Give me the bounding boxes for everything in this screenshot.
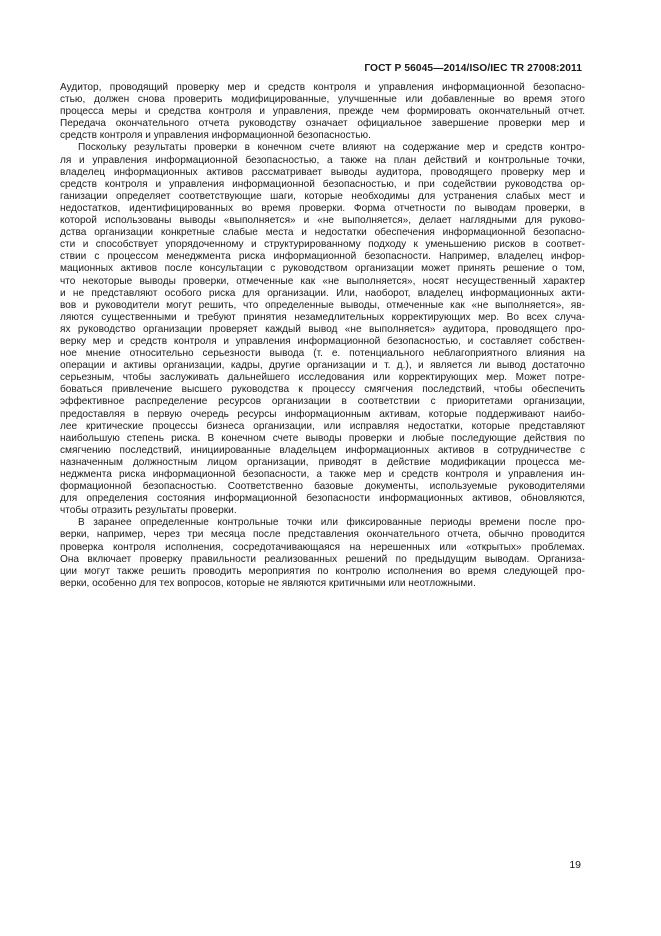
text-line: средств контроля и управления информационной безопасностью, и при содействии руководства ор- — [60, 178, 585, 190]
text-line: верки, например, через три месяца после представления окончательного отчета, обычно проводится — [60, 529, 585, 541]
text-line: ях руководство организации проверяет каждый вывод «не выполняется» аудитора, проводящего про- — [60, 323, 585, 335]
paragraph — [60, 142, 585, 517]
text-line: ля и управления информационной безопасностью, а также на план действий и контрольные точки, — [60, 154, 585, 166]
text-line: недостатков, идентифицированных во время проверки. Форма отчетности по выводам проверки, в — [60, 202, 585, 214]
text-line: и не представляют особого риска для организации. Или, наоборот, владелец информационных акти- — [60, 287, 585, 299]
text-line: верки, особенно для тех вопросов, которые не являются критичными или неотложными. — [60, 577, 476, 589]
text-line: дства организации конкретные слабые места и недостатки обеспечения информационной безопасно- — [60, 227, 585, 239]
text-line: назначенным должностным лицом организации, приводят в действие модификации процесса ме- — [60, 456, 585, 468]
text-line: процесса меры и средства контроля и управления, прежде чем формировать окончательный отчет. — [60, 106, 585, 118]
text-line: средств контроля и управления информационной безопасностью. — [60, 130, 371, 142]
text-line: Поскольку результаты проверки в конечном счете влияют на содержание мер и средств контро- — [78, 142, 585, 154]
text-line: ганизации определяет соответствующие шаги, которые необходимы для устранения слабых мест и — [60, 190, 585, 202]
text-line: что некоторые выводы проверки, отмеченные как «не выполняется», носят несущественный характер — [60, 275, 585, 287]
text-line: ствии с процессом менеджмента риска информационной безопасности. Например, владелец инфор- — [60, 251, 585, 263]
paragraph — [60, 82, 585, 142]
text-line: лее критические процессы бизнеса организации, или исправляя недостатки, которые представляют — [60, 420, 585, 432]
text-line: владелец информационных активов рассматривает выводы аудитора, проводящего проверку мер и — [60, 166, 585, 178]
text-line: мационных активов после консультации с руководством организации может принять решение о том, — [60, 263, 585, 275]
text-line: эффективное распределение ресурсов организации в соответствии с приоритетами организации, — [60, 396, 585, 408]
text-line: Передача окончательного отчета руководству означает официальное завершение проверки мер и — [60, 118, 585, 130]
text-line: ляются существенными и требуют принятия незамедлительных корректирующих мер. Во всех случа- — [60, 311, 585, 323]
text-line: операции и активы организации, кадры, другие организации и т. д.), и является ли вывод достаточно — [60, 360, 585, 372]
text-line: сти и способствует упорядоченному и структурированному подходу к уменьшению рисков в соответ- — [60, 239, 585, 251]
text-line: ное мнение относительно серьезности вывода (т. е. потенциального неблагоприятного влияния на — [60, 348, 585, 360]
text-line: формационной безопасностью. Соответственно базовые документы, используемые руководителями — [60, 481, 585, 493]
text-line: Она включает проверку правильности реализованных решений по предыдущим выводам. Организа- — [60, 553, 585, 565]
document-header: ГОСТ Р 56045—2014/ISO/IEC TR 27008:2011 — [364, 63, 582, 74]
text-line: серьезным, чтобы заслуживать дальнейшего исследования или корректирующих мер. Может потре- — [60, 372, 585, 384]
text-line: которой использованы выводы «выполняется» и «не выполняется», делает наглядными для руково- — [60, 215, 585, 227]
text-line: предоставляя в первую очередь ресурсы информационным активам, которые поддерживают наибо- — [60, 408, 585, 420]
text-line: проверка контроля исполнения, сосредотачивающаяся на нерешенных или «открытых» проблемах. — [60, 541, 585, 553]
text-line: неджмента риска информационной безопасности, а также мер и средств контроля и управления ин- — [60, 469, 585, 480]
paragraph — [60, 517, 585, 590]
text-line: ции могут также решить проводить мероприятия по контролю исполнения во время следующей про- — [60, 565, 585, 577]
text-line: боваться привлечение высшего руководства к процессу смягчения последствий, чтобы обеспечить — [60, 384, 585, 396]
text-line: Аудитор, проводящий проверку мер и средств контроля и управления информационной безопасно- — [60, 82, 585, 93]
text-line: В заранее определенные контрольные точки или фиксированные периоды времени после про- — [78, 517, 585, 529]
page-number: 19 — [569, 859, 581, 871]
text-line: чтобы отразить результаты проверки. — [60, 505, 237, 517]
text-line: для определения состояния информационной безопасности информационных активов, обновляются, — [60, 493, 585, 505]
text-line: верку мер и средств контроля и управления информационной безопасностью, и составляет собствен- — [60, 335, 585, 347]
text-line: наибольшую степень риска. В конечном счете выводы проверки и любые последующие действия по — [60, 432, 585, 444]
text-line: вов и руководители могут решить, что определенные выводы, отмеченные как «не выполняется», яв- — [60, 299, 585, 311]
text-line: смягчению последствий, инициированные владельцем информационных активов в сотрудничестве с — [60, 444, 585, 456]
text-line: стью, должен снова проверить модифицированные, улучшенные или добавленные во время этого — [60, 94, 585, 106]
body-text — [60, 82, 585, 590]
